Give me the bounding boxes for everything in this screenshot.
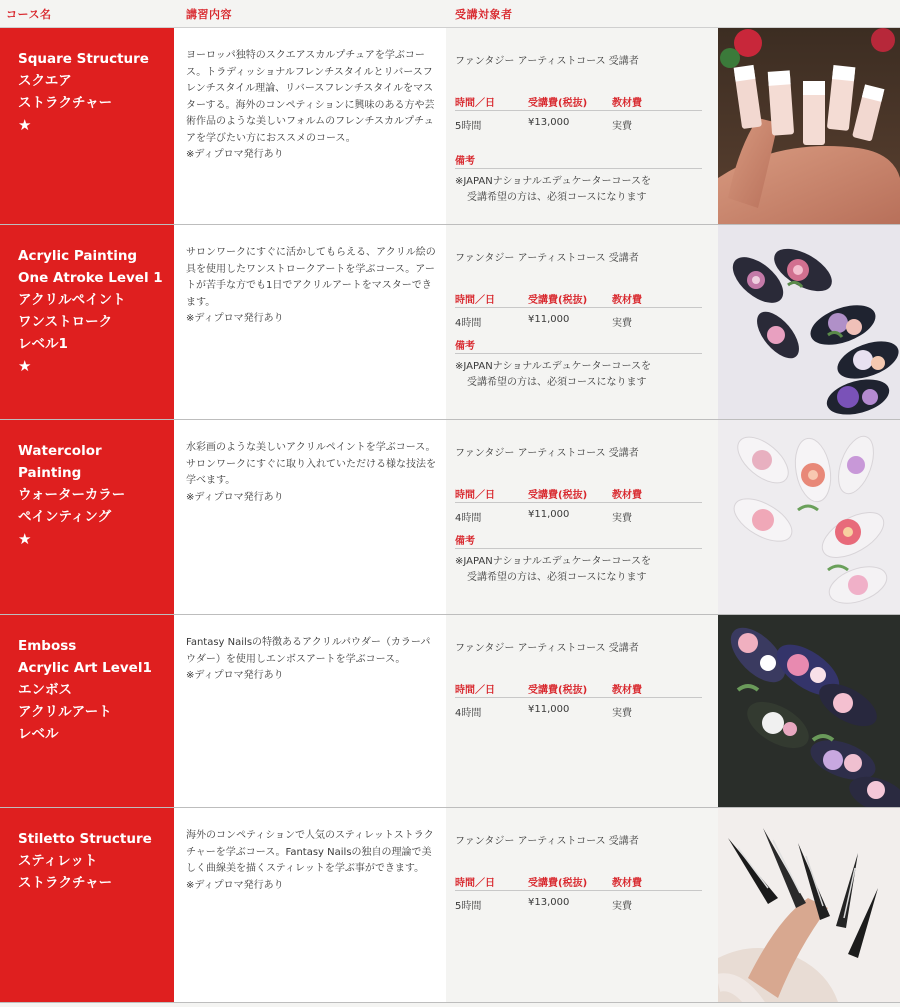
- course-target-cell: [446, 28, 718, 224]
- acrylic-painting-nails-photo: [718, 225, 900, 419]
- notes-header: 備考: [455, 156, 475, 167]
- note-line: 受講希望の方は、必須コースになります: [467, 377, 647, 388]
- course-content-cell: [174, 28, 446, 224]
- description-text: ヨーロッパ独特のスクエアスカルプチュアを学ぶコース。トラディッショナルフレンチスタイルとリバースフレンチスタイル理論、リバースフレンチスタイルをマスターする。海外のコンペティションに興味のある方や芸術作品のような美しいフォルムのフレンチスカルプチュアを学びたい方におススメのコース。: [186, 50, 435, 144]
- target-audience: ファンタジー アーティストコース 受講者: [455, 643, 639, 654]
- course-name-line: ワンストローク: [18, 314, 113, 330]
- course-name-line: Painting: [18, 465, 82, 481]
- course-name-cell: [0, 615, 174, 807]
- fee-header: 受講費(税抜): [528, 295, 588, 306]
- course-name-line: Acrylic Art Level1: [18, 660, 152, 676]
- course-content-cell: [174, 808, 446, 1002]
- diploma-note: ※ディプロマ発行あり: [186, 313, 284, 324]
- hours-header: 時間／日: [455, 98, 495, 109]
- divider: [455, 168, 702, 169]
- fee-value: ¥13,000: [528, 117, 570, 128]
- diploma-note: ※ディプロマ発行あり: [186, 491, 284, 503]
- header-course-name: コース名: [6, 8, 52, 21]
- notes-text: [455, 359, 705, 391]
- materials-value: 実費: [612, 318, 632, 329]
- note-line: ※JAPANナショナルエデュケーターコースを: [455, 176, 652, 187]
- notes-text: [455, 554, 705, 586]
- course-content-cell: [174, 225, 446, 419]
- divider: [455, 353, 702, 354]
- course-name-line: ペインティング: [18, 509, 112, 525]
- course-target-cell: [446, 225, 718, 419]
- course-name-line: アクリルアート: [18, 704, 112, 720]
- materials-value: 実費: [612, 513, 632, 524]
- course-name-line: Stiletto Structure: [18, 831, 152, 847]
- target-audience: ファンタジー アーティストコース 受講者: [455, 56, 639, 67]
- course-content-cell: [174, 615, 446, 807]
- hours-value: 5時間: [455, 121, 482, 132]
- note-line: ※JAPANナショナルエデュケーターコースを: [455, 556, 652, 567]
- description-text: Fantasy Nailsの特徴あるアクリルパウダー（カラーパウダー）を使用しエンボスアートを学ぶコース。: [186, 637, 431, 665]
- course-name-line: レベル: [18, 726, 59, 742]
- hours-value: 5時間: [455, 901, 482, 912]
- star-icon: ★: [18, 530, 32, 548]
- description-text: 水彩画のような美しいアクリルペイントを学ぶコース。サロンワークにすぐに取り入れていただける様な技法を学べます。: [186, 442, 436, 486]
- note-line: 受講希望の方は、必須コースになります: [467, 192, 647, 203]
- course-name-line: Watercolor: [18, 443, 102, 459]
- course-row-stiletto-structure: [0, 808, 900, 1002]
- star-icon: ★: [18, 116, 32, 134]
- course-name-line: ストラクチャー: [18, 95, 113, 111]
- target-audience: ファンタジー アーティストコース 受講者: [455, 836, 639, 847]
- divider: [455, 502, 702, 503]
- course-row-emboss: [0, 615, 900, 807]
- divider: [455, 110, 702, 111]
- watercolor-nails-photo: [718, 420, 900, 614]
- course-name-line: レベル1: [18, 336, 68, 352]
- divider: [455, 697, 702, 698]
- star-icon: ★: [18, 357, 32, 375]
- course-content-cell: [174, 420, 446, 614]
- course-description: [186, 245, 438, 328]
- diploma-note: ※ディプロマ発行あり: [186, 879, 284, 891]
- fee-value: ¥11,000: [528, 509, 570, 520]
- course-target-cell: [446, 420, 718, 614]
- row-divider: [0, 1002, 900, 1003]
- materials-value: 実費: [612, 708, 632, 719]
- course-name-cell: [0, 225, 174, 419]
- course-name-line: スクエア: [18, 73, 72, 89]
- course-target-cell: [446, 615, 718, 807]
- course-description: [186, 440, 438, 506]
- course-name-line: ウォーターカラー: [18, 487, 126, 503]
- hours-value: 4時間: [455, 513, 482, 524]
- hours-header: 時間／日: [455, 878, 495, 889]
- diploma-note: ※ディプロマ発行あり: [186, 149, 284, 160]
- table-header: [0, 0, 900, 28]
- header-content: 講習内容: [186, 8, 232, 21]
- target-audience: ファンタジー アーティストコース 受講者: [455, 448, 639, 459]
- materials-header: 教材費: [612, 490, 642, 501]
- materials-header: 教材費: [612, 295, 642, 306]
- divider: [455, 890, 702, 891]
- course-target-cell: [446, 808, 718, 1002]
- course-name-cell: [0, 28, 174, 224]
- course-description: [186, 48, 438, 164]
- fee-value: ¥13,000: [528, 897, 570, 908]
- description-text: 海外のコンペティションで人気のスティレットストラクチャーを学ぶコース。Fantasy Nailsの独自の理論で美しく曲線美を描くスティレットを学ぶ事ができます。: [186, 830, 434, 874]
- diploma-note: ※ディプロマ発行あり: [186, 670, 284, 681]
- emboss-nails-photo: [718, 615, 900, 807]
- hours-value: 4時間: [455, 318, 482, 329]
- fee-header: 受講費(税抜): [528, 685, 588, 696]
- hours-value: 4時間: [455, 708, 482, 719]
- hours-header: 時間／日: [455, 685, 495, 696]
- materials-header: 教材費: [612, 685, 642, 696]
- divider: [455, 548, 702, 549]
- divider: [455, 307, 702, 308]
- square-nails-photo: [718, 28, 900, 224]
- course-name-line: アクリルペイント: [18, 292, 126, 308]
- course-row-acrylic-painting: [0, 225, 900, 419]
- notes-text: [455, 174, 705, 206]
- course-name-line: エンボス: [18, 682, 72, 698]
- fee-value: ¥11,000: [528, 704, 570, 715]
- fee-header: 受講費(税抜): [528, 98, 588, 109]
- note-line: 受講希望の方は、必須コースになります: [467, 572, 647, 583]
- course-name-line: Acrylic Painting: [18, 248, 138, 264]
- stiletto-nails-photo: [718, 808, 900, 1002]
- course-description: [186, 635, 438, 685]
- course-name-line: One Atroke Level 1: [18, 270, 163, 286]
- course-name-cell: [0, 808, 174, 1002]
- hours-header: 時間／日: [455, 490, 495, 501]
- note-line: ※JAPANナショナルエデュケーターコースを: [455, 361, 652, 372]
- course-row-square-structure: [0, 28, 900, 224]
- fee-value: ¥11,000: [528, 314, 570, 325]
- target-audience: ファンタジー アーティストコース 受講者: [455, 253, 639, 264]
- materials-value: 実費: [612, 901, 632, 912]
- course-name-cell: [0, 420, 174, 614]
- notes-header: 備考: [455, 341, 475, 352]
- course-name-line: スティレット: [18, 853, 98, 869]
- description-text: サロンワークにすぐに活かしてもらえる、アクリル絵の具を使用したワンストロークアートを学ぶコース。アートが苦手な方でも1日でアクリルアートをマスターできます。: [186, 247, 436, 308]
- course-description: [186, 828, 438, 894]
- course-name-line: ストラクチャー: [18, 875, 113, 891]
- materials-value: 実費: [612, 121, 632, 132]
- course-name-line: Emboss: [18, 638, 77, 654]
- materials-header: 教材費: [612, 98, 642, 109]
- course-name-line: Square Structure: [18, 51, 149, 67]
- course-row-watercolor-painting: [0, 420, 900, 614]
- header-target: 受講対象者: [455, 8, 513, 21]
- notes-header: 備考: [455, 536, 475, 547]
- materials-header: 教材費: [612, 878, 642, 889]
- hours-header: 時間／日: [455, 295, 495, 306]
- fee-header: 受講費(税抜): [528, 490, 588, 501]
- fee-header: 受講費(税抜): [528, 878, 588, 889]
